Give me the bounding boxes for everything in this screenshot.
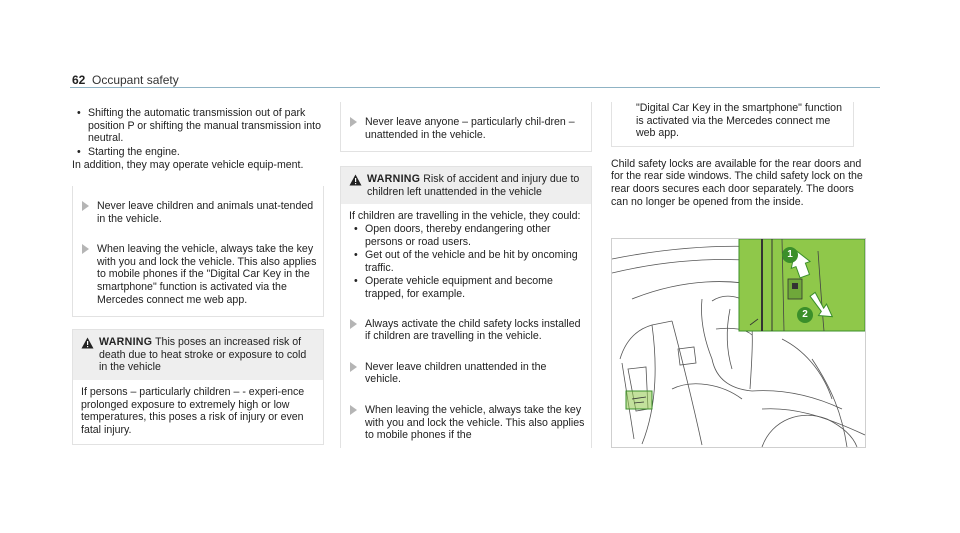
paragraph: In addition, they may operate vehicle equip-ment. [72,159,304,172]
list-item: • Starting the engine. [72,146,324,159]
callout-1: 1 [782,247,798,263]
arrow-right-icon [350,405,357,415]
warning-icon [349,174,362,186]
warning-header [341,167,591,204]
instruction [341,114,591,143]
warning-intro: If children are travelling in the vehicle, they could: [349,210,581,223]
warning-title: Risk of accident and injury due to children left unattended in the vehicle [367,173,580,198]
bullet-list [349,223,583,301]
instruction-text: Always activate the child safety locks installed if children are travelling in the vehicle. [365,317,581,343]
instruction-group [340,102,592,152]
column-2 [340,102,592,448]
warning-body: If persons – particularly children – - experi-ence prolonged exposure to extremely high or low temperatures, this poses a risk of injury or even fatal injury. [81,385,305,436]
instruction [73,198,323,227]
list-item: • Operate vehicle equipment and become trapped, for example. [349,275,583,300]
warning-title: This poses an increased risk of death due to heat stroke or exposure to cold in the vehicle [99,336,307,374]
column-1 [72,107,324,445]
list-item: • Shifting the automatic transmission out of park position P or shifting the manual transmission into neutral. [72,107,324,145]
car-door-illustration [612,239,865,447]
section-title: Occupant safety [92,73,179,87]
column-3 [611,102,868,208]
instruction [341,316,591,345]
callout-2: 2 [797,307,813,323]
warning-body [341,204,591,305]
warning-label: WARNING [367,173,421,186]
instruction-text: When leaving the vehicle, always take the key with you and lock the vehicle. This also applies to mobile phones if the "Digital Car Key in the smartphone" function is activated via the Mercedes connect me web app. [97,243,317,306]
bullet-list [72,107,324,158]
arrow-right-icon [82,201,89,211]
instruction-text: Never leave children and animals unat-tended in the vehicle. [97,199,314,225]
child-safety-lock-figure [611,238,866,448]
instruction [73,241,323,308]
warning-box [72,329,324,445]
arrow-right-icon [350,362,357,372]
list-item: • Get out of the vehicle and be hit by oncoming traffic. [349,249,583,274]
warning-icon [81,337,94,349]
instruction-continuation [611,102,854,147]
instruction [341,402,591,444]
paragraph: Child safety locks are available for the rear doors and for the rear side windows. The child safety lock on the rear doors secures each door separately. The doors can no longer be opened from the inside. [611,157,863,208]
warning-box [340,166,592,448]
arrow-right-icon [82,244,89,254]
header-rule [70,87,880,88]
list-item: • Open doors, thereby endangering other persons or road users. [349,223,583,248]
arrow-right-icon [350,117,357,127]
instruction-group [72,186,324,317]
instruction-text: Never leave children unattended in the vehicle. [365,360,547,386]
instruction-text: "Digital Car Key in the smartphone" function is activated via the Mercedes connect me web app. [636,102,842,140]
instruction-group [341,306,591,448]
lock-highlight [626,391,652,409]
instruction-text: Never leave anyone – particularly chil-dren – unattended in the vehicle. [365,116,575,141]
warning-header [73,330,323,380]
instruction-text: When leaving the vehicle, always take the key with you and lock the vehicle. This also applies to mobile phones if the [365,403,585,442]
page-number: 62 [72,73,86,87]
arrow-right-icon [350,319,357,329]
instruction [341,359,591,388]
warning-label: WARNING [99,336,153,349]
